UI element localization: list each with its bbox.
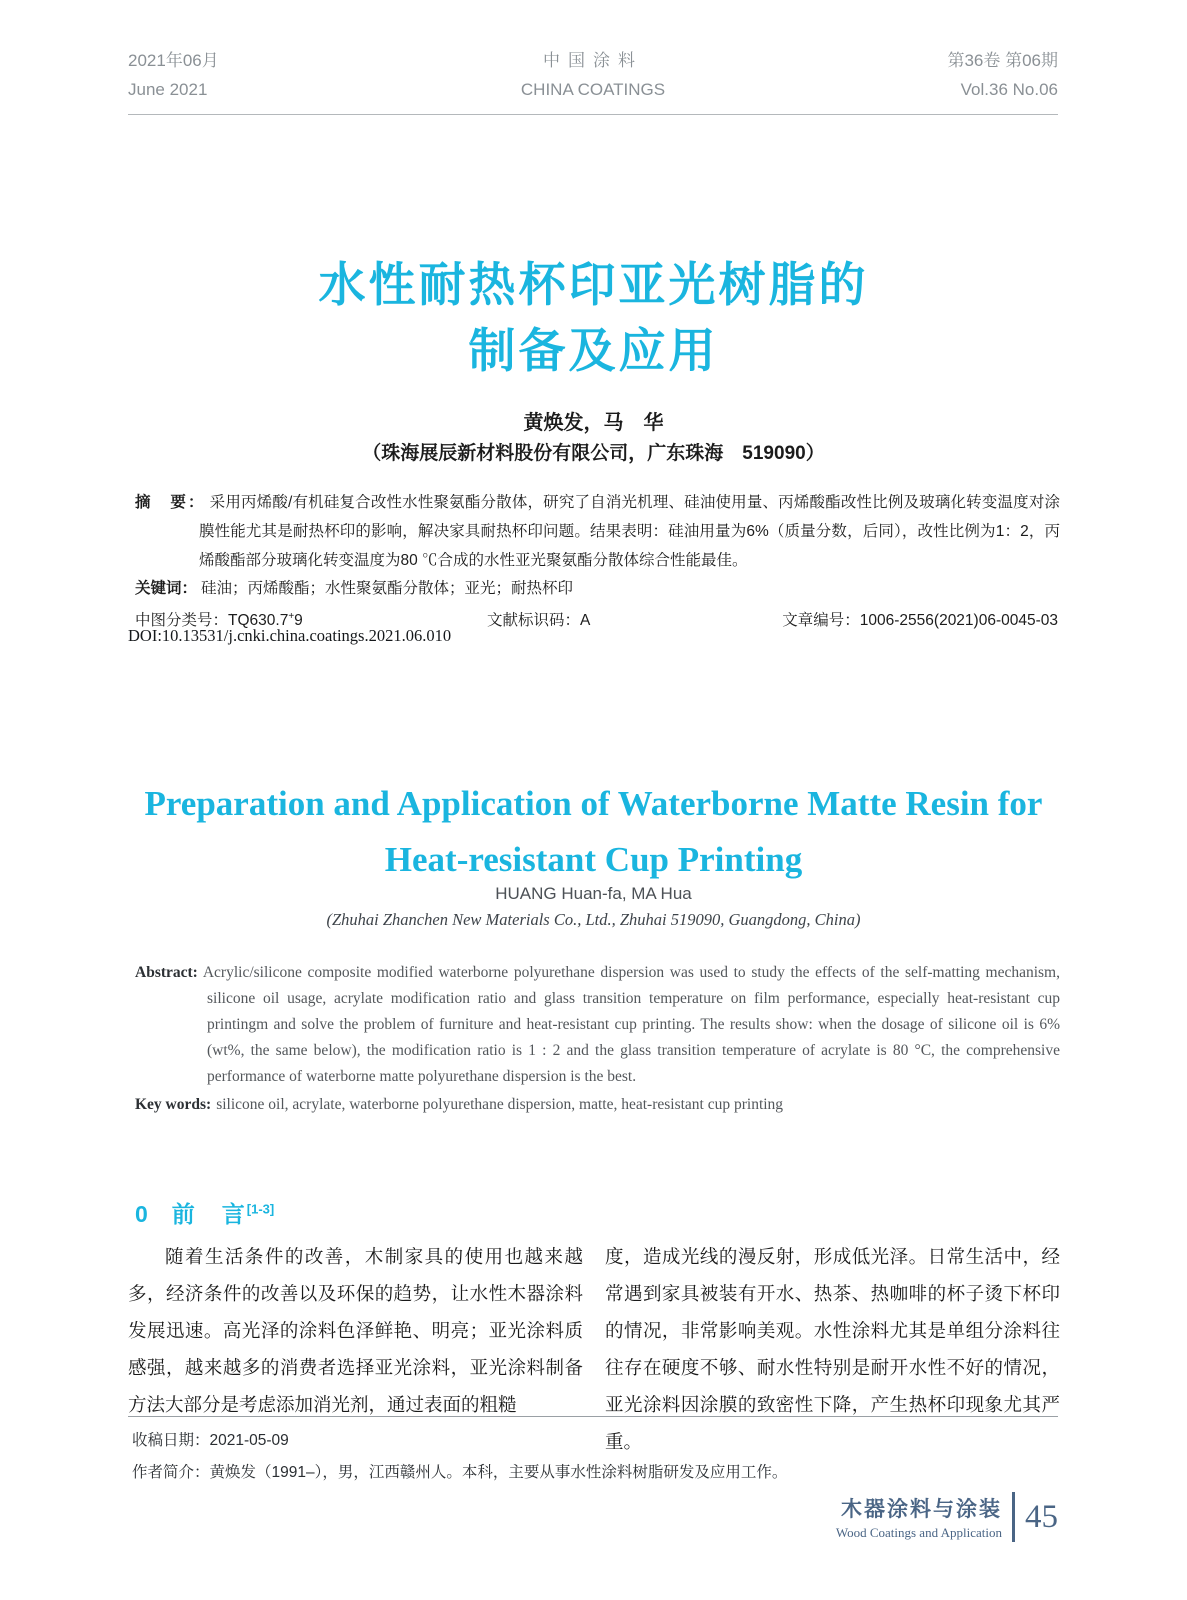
abstract-en-label: Abstract: — [135, 964, 198, 981]
authors-en: HUANG Huan-fa, MA Hua — [495, 884, 692, 903]
journal-name-cn: 中国涂料 — [543, 51, 643, 70]
header-row-en — [128, 75, 1058, 104]
article-title-cn — [0, 252, 1187, 384]
clc-value: TQ630.7 — [228, 612, 289, 629]
author-bio-note — [132, 1460, 787, 1482]
abstract-cn-text: 采用丙烯酸/有机硅复合改性水性聚氨酯分散体，研究了自消光机理、硅油使用量、丙烯酸酯改性比例及玻璃化转变温度对涂膜性能尤其是耐热杯印的影响，解决家具耐热杯印问题。结果表明：硅油用量为6%（质量分数，后同），改性比例为1：2，丙烯酸酯部分玻璃化转变温度为80 ℃合成的水性亚光聚氨酯分散体综合性能最佳。 — [199, 494, 1060, 569]
author-bio-value: 黄焕发（1991–），男，江西赣州人。本科，主要从事水性涂料树脂研发及应用工作。 — [209, 1464, 788, 1481]
document-code — [487, 608, 590, 630]
issue-date-en: June 2021 — [128, 80, 208, 99]
journal-header — [128, 46, 1058, 115]
authors-cn: 黄焕发，马 华 — [523, 412, 664, 434]
received-date-value: 2021-05-09 — [209, 1432, 289, 1449]
volume-issue-en: Vol.36 No.06 — [960, 80, 1058, 99]
clc-tail: 9 — [294, 612, 303, 629]
article-title-en — [0, 776, 1187, 888]
clc-superscript: + — [288, 610, 295, 622]
abstract-en-text: Acrylic/silicone composite modified waterborne polyurethane dispersion was used to study the effects of the self-matting mechanism, silicone oil usage, acrylate modification ratio and glass transition temperature on film performance, especially heat-resistant cup printingm and solve the problem of furniture and heat-resistant cup printing. The results show: when the dosage of silicone oil is 6% (wt%, the same below), the modification ratio is 1 : 2 and the glass transition temperature of acrylate is 80 °C, the comprehensive performance of waterborne matte polyurethane dispersion is the best. — [202, 964, 1060, 1085]
keywords-en-label: Key words: — [135, 1096, 212, 1113]
footnote-divider — [128, 1416, 1058, 1417]
keywords-cn-label: 关键词： — [135, 580, 198, 597]
abstract-cn — [135, 488, 1060, 575]
body-paragraph-right: 度，造成光线的漫反射，形成低光泽。日常生活中，经常遇到家具被装有开水、热茶、热咖啡的杯子烫下杯印的情况，非常影响美观。水性涂料尤其是单组分涂料往往存在硬度不够、耐水性特别是耐开水性不好的情况，亚光涂料因涂膜的致密性下降，产生热杯印现象尤其严重。 — [605, 1248, 1060, 1453]
body-column-right — [605, 1240, 1060, 1462]
article-id — [782, 608, 1058, 630]
journal-name-en: CHINA COATINGS — [520, 80, 666, 99]
article-title-en-line1: Preparation and Application of Waterborne Matte Resin for — [144, 784, 1043, 823]
issue-date-cn: 2021年06月 — [128, 51, 219, 70]
body-paragraph-left: 随着生活条件的改善，木制家具的使用也越来越多，经济条件的改善以及环保的趋势，让水性木器涂料发展迅速。高光泽的涂料色泽鲜艳、明亮；亚光涂料质感强，越来越多的消费者选择亚光涂料，亚光涂料制备方法大部分是考虑添加消光剂，通过表面的粗糙 — [128, 1248, 583, 1416]
section-0-title: 前 言 — [171, 1201, 247, 1227]
article-title-cn-line2: 制备及应用 — [468, 324, 719, 377]
received-date-note — [132, 1428, 289, 1450]
document-code-label: 文献标识码： — [487, 612, 581, 629]
header-row-cn — [128, 46, 1058, 75]
abstract-cn-label: 摘 要： — [135, 494, 206, 511]
column-name-en: Wood Coatings and Application — [835, 1525, 1002, 1540]
keywords-en — [135, 1096, 1060, 1114]
page-number: 45 — [1025, 1498, 1058, 1535]
received-date-label: 收稿日期： — [132, 1432, 210, 1449]
column-name-cn: 木器涂料与涂装 — [841, 1498, 1002, 1521]
article-title-cn-line1: 水性耐热杯印亚光树脂的 — [318, 258, 869, 311]
abstract-en — [135, 960, 1060, 1090]
footer-vertical-divider — [1012, 1492, 1015, 1542]
column-footer — [836, 1492, 1058, 1542]
article-title-en-line2: Heat-resistant Cup Printing — [384, 840, 803, 879]
section-0-reference-superscript: [1-3] — [246, 1201, 275, 1217]
section-0-heading — [135, 1196, 274, 1229]
section-0-number: 0 — [135, 1201, 150, 1227]
clc-label: 中图分类号： — [135, 612, 229, 629]
article-id-value: 1006-2556(2021)06-0045-03 — [859, 612, 1058, 629]
affiliation-en: (Zhuhai Zhanchen New Materials Co., Ltd., Zhuhai 519090, Guangdong, China) — [326, 910, 861, 929]
volume-issue-cn: 第36卷 第06期 — [947, 51, 1058, 70]
article-id-label: 文章编号： — [782, 612, 860, 629]
author-bio-label: 作者简介： — [132, 1464, 210, 1481]
column-footer-names — [836, 1493, 1002, 1541]
keywords-cn — [135, 576, 1060, 598]
document-code-value: A — [580, 612, 591, 629]
keywords-cn-text: 硅油；丙烯酸酯；水性聚氨酯分散体；亚光；耐热杯印 — [201, 580, 574, 597]
keywords-en-text: silicone oil, acrylate, waterborne polyurethane dispersion, matte, heat-resistant cup printing — [216, 1096, 784, 1113]
doi-line: DOI:10.13531/j.cnki.china.coatings.2021.06.010 — [128, 626, 452, 645]
affiliation-cn: （珠海展辰新材料股份有限公司，广东珠海 519090） — [362, 443, 825, 464]
